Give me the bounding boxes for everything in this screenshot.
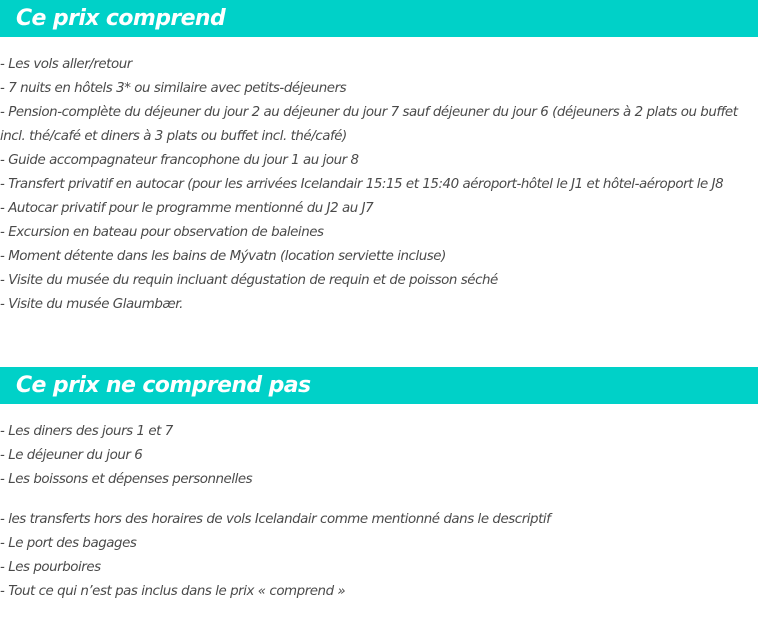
included-item: - Moment détente dans les bains de Mývatn (location serviette incluse) [0, 249, 446, 264]
included-item: - Excursion en bateau pour observation de baleines [0, 225, 324, 240]
included-item: - Visite du musée du requin incluant dégustation de requin et de poisson séché [0, 273, 498, 288]
excluded-item: - Les boissons et dépenses personnelles [0, 472, 253, 487]
included-item: - Transfert privatif en autocar (pour les arrivées Icelandair 15:15 et 15:40 aéroport-hôtel le J1 et hôtel-aéroport le J8 [0, 177, 724, 192]
excluded-item: - Le déjeuner du jour 6 [0, 448, 143, 463]
excluded-section-title: Ce prix ne comprend pas [16, 373, 311, 398]
included-items-list [0, 53, 758, 317]
excluded-section-header [0, 367, 758, 404]
excluded-item: - Tout ce qui n’est pas inclus dans le prix « comprend » [0, 584, 346, 599]
included-section-header [0, 0, 758, 37]
included-section-title: Ce prix comprend [16, 6, 226, 31]
included-item: - Visite du musée Glaumbær. [0, 297, 183, 312]
included-item: - 7 nuits en hôtels 3* ou similaire avec petits-déjeuners [0, 81, 347, 96]
included-item: - Guide accompagnateur francophone du jour 1 au jour 8 [0, 153, 359, 168]
excluded-item: - Le port des bagages [0, 536, 137, 551]
included-item: - Les vols aller/retour [0, 57, 132, 72]
excluded-item: - Les diners des jours 1 et 7 [0, 424, 173, 439]
excluded-items-list [0, 420, 758, 604]
included-item: - Autocar privatif pour le programme mentionné du J2 au J7 [0, 201, 374, 216]
included-item: - Pension-complète du déjeuner du jour 2 au déjeuner du jour 7 sauf déjeuner du jour 6 (déjeuners à 2 plats ou buffet incl. thé/café et diners à 3 plats ou buffet incl. thé/café) [0, 105, 738, 144]
excluded-item: - Les pourboires [0, 560, 101, 575]
excluded-item: - les transferts hors des horaires de vols Icelandair comme mentionné dans le descriptif [0, 512, 551, 527]
